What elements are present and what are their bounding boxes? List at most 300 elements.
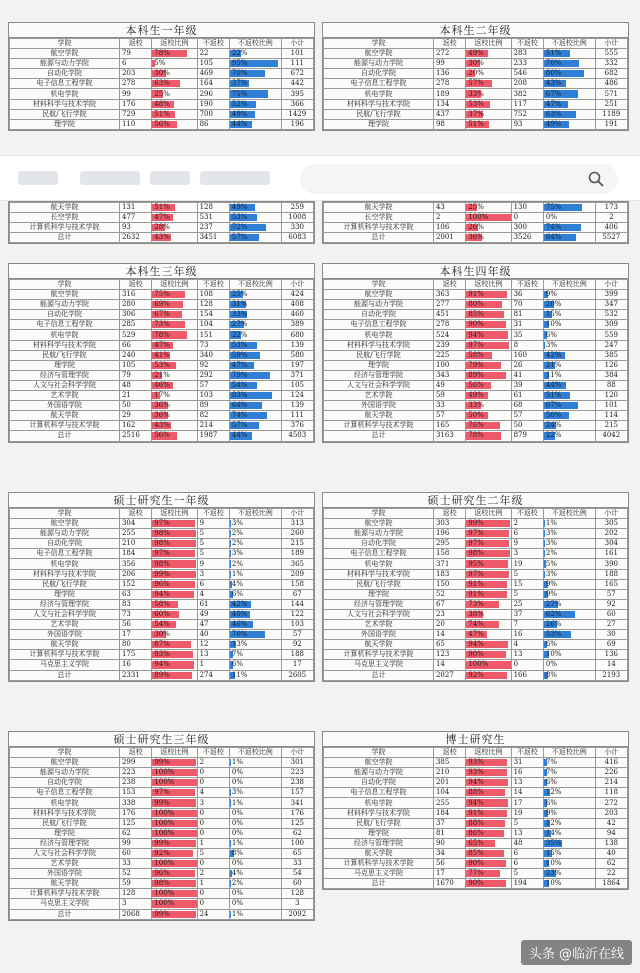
return-ratio-cell: [466, 79, 511, 89]
table-header-row: [324, 280, 628, 290]
blurred-header-overlay: [0, 155, 640, 201]
table-row: [10, 879, 314, 889]
count-cell: 305: [595, 519, 627, 529]
count-cell: 1: [197, 660, 229, 670]
count-cell: 225: [433, 350, 465, 360]
count-cell: 126: [595, 360, 627, 370]
column-header: 返校: [119, 39, 151, 49]
count-cell: 165: [433, 421, 465, 431]
ratio-value: 37%: [231, 79, 248, 88]
ratio-value: 27%: [231, 320, 248, 329]
count-cell: 0: [197, 889, 229, 899]
college-name-cell: 理学院: [10, 589, 120, 599]
table-row: [10, 431, 314, 441]
count-cell: 57: [197, 380, 229, 390]
count-cell: 183: [433, 569, 465, 579]
count-cell: 5527: [595, 233, 627, 243]
count-cell: 341: [281, 798, 313, 808]
ratio-value: 6%: [545, 330, 557, 339]
table-row: [324, 859, 628, 869]
not-return-ratio-cell: [229, 431, 281, 441]
return-ratio-cell: [152, 620, 197, 630]
count-cell: 532: [595, 310, 627, 320]
college-name-cell: 计算机科学与技术学院: [324, 650, 434, 660]
count-cell: 9: [197, 519, 229, 529]
ratio-value: 22%: [231, 330, 248, 339]
table-row: [324, 758, 628, 768]
not-return-ratio-cell: [229, 89, 281, 99]
count-cell: 306: [119, 310, 151, 320]
ratio-value: 98%: [154, 559, 170, 568]
count-cell: 5: [197, 529, 229, 539]
column-header: 返校: [433, 39, 465, 49]
ratio-value: 47%: [231, 360, 248, 369]
ratio-value: 8%: [545, 670, 557, 679]
return-ratio-cell: [152, 589, 197, 599]
ratio-value: 99%: [154, 798, 170, 807]
count-cell: 124: [281, 391, 313, 401]
ratio-value: 67%: [545, 89, 562, 98]
not-return-ratio-cell: [229, 519, 281, 529]
stats-panel: [8, 492, 315, 682]
count-cell: 1: [197, 838, 229, 848]
return-ratio-cell: [152, 99, 197, 109]
college-name-cell: 民航/飞行学院: [324, 350, 434, 360]
count-cell: 0: [197, 828, 229, 838]
count-cell: 154: [197, 310, 229, 320]
count-cell: 131: [119, 203, 151, 213]
count-cell: 0: [197, 778, 229, 788]
data-table: [323, 38, 628, 130]
return-ratio-cell: [152, 640, 197, 650]
not-return-ratio-cell: [229, 768, 281, 778]
not-return-ratio-cell: [229, 233, 281, 243]
ratio-value: 70%: [231, 630, 248, 639]
ratio-value: 49%: [231, 203, 248, 212]
column-header: 返校比例: [152, 280, 197, 290]
count-cell: 680: [281, 330, 313, 340]
count-cell: 92: [595, 599, 627, 609]
table-row: [10, 203, 314, 213]
ratio-value: 21%: [154, 370, 170, 379]
ratio-value: 63%: [545, 109, 562, 118]
return-ratio-cell: [152, 828, 197, 838]
college-name-cell: 理学院: [10, 360, 120, 370]
count-cell: 42: [595, 818, 627, 828]
count-cell: 365: [281, 559, 313, 569]
college-name-cell: 计算机科学与技术学院: [10, 889, 120, 899]
ratio-value: 83%: [231, 391, 248, 400]
count-cell: 272: [433, 49, 465, 59]
count-cell: 80: [119, 640, 151, 650]
ratio-value: 94%: [468, 798, 484, 807]
count-cell: 300: [511, 223, 543, 233]
count-cell: 120: [595, 391, 627, 401]
not-return-ratio-cell: [229, 569, 281, 579]
ratio-value: 1%: [545, 519, 557, 528]
count-cell: 0: [197, 768, 229, 778]
count-cell: 40: [595, 848, 627, 858]
ratio-value: 100%: [154, 808, 175, 817]
not-return-ratio-cell: [229, 290, 281, 300]
column-header: 学院: [10, 39, 120, 49]
college-name-cell: 航天学院: [324, 848, 434, 858]
college-name-cell: 自动化学院: [324, 310, 434, 320]
table-row: [324, 49, 628, 59]
count-cell: 65: [433, 640, 465, 650]
table-row: [324, 620, 628, 630]
table-row: [10, 519, 314, 529]
return-ratio-cell: [152, 609, 197, 619]
return-ratio-cell: [466, 609, 511, 619]
table-row: [10, 758, 314, 768]
table-row: [10, 59, 314, 69]
ratio-value: 100%: [154, 828, 175, 837]
not-return-ratio-cell: [229, 330, 281, 340]
count-cell: 134: [433, 99, 465, 109]
ratio-value: 92%: [154, 848, 170, 857]
college-name-cell: 能源与动力学院: [324, 59, 434, 69]
not-return-ratio-cell: [229, 223, 281, 233]
count-cell: 12: [197, 640, 229, 650]
count-cell: 144: [281, 599, 313, 609]
not-return-ratio-cell: [543, 869, 595, 879]
table-row: [324, 360, 628, 370]
count-cell: 67: [281, 589, 313, 599]
count-cell: 0: [511, 213, 543, 223]
college-name-cell: 材料科学与技术学院: [10, 99, 120, 109]
count-cell: 2: [197, 758, 229, 768]
count-cell: 31: [511, 320, 543, 330]
column-header: 学院: [10, 280, 120, 290]
count-cell: 14: [433, 630, 465, 640]
college-name-cell: 总计: [324, 233, 434, 243]
count-cell: 0: [511, 660, 543, 670]
column-header: 返校: [433, 509, 465, 519]
column-header: 小计: [281, 748, 313, 758]
ratio-value: 89%: [154, 670, 170, 679]
return-ratio-cell: [466, 539, 511, 549]
table-row: [324, 380, 628, 390]
table-row: [10, 818, 314, 828]
count-cell: 3: [511, 549, 543, 559]
count-cell: 36: [511, 290, 543, 300]
table-row: [10, 650, 314, 660]
count-cell: 580: [281, 350, 313, 360]
column-header: 学院: [324, 748, 434, 758]
table-row: [10, 360, 314, 370]
ratio-value: 76%: [468, 421, 484, 430]
count-cell: 37: [511, 609, 543, 619]
college-name-cell: 艺术学院: [10, 391, 120, 401]
count-cell: 111: [281, 411, 313, 421]
not-return-ratio-cell: [543, 519, 595, 529]
ratio-value: 3%: [231, 549, 243, 558]
table-row: [10, 899, 314, 909]
ratio-value: 43%: [545, 79, 562, 88]
ratio-value: 43%: [154, 233, 170, 242]
table-row: [324, 808, 628, 818]
ratio-value: 74%: [545, 223, 562, 232]
table-row: [10, 808, 314, 818]
return-ratio-cell: [466, 421, 511, 431]
return-ratio-cell: [152, 109, 197, 119]
count-cell: 395: [281, 89, 313, 99]
count-cell: 153: [119, 788, 151, 798]
count-cell: 164: [197, 79, 229, 89]
college-name-cell: 理学院: [324, 119, 434, 129]
not-return-ratio-cell: [229, 620, 281, 630]
return-ratio-cell: [152, 869, 197, 879]
blurred-text: [150, 171, 190, 185]
not-return-ratio-cell: [229, 559, 281, 569]
not-return-ratio-cell: [543, 539, 595, 549]
watermark: 头条 @临沂在线: [521, 940, 632, 965]
return-ratio-cell: [152, 559, 197, 569]
count-cell: 40: [197, 630, 229, 640]
count-cell: 313: [281, 519, 313, 529]
count-cell: 259: [281, 203, 313, 213]
not-return-ratio-cell: [543, 340, 595, 350]
table-header-row: [10, 509, 314, 519]
table-row: [10, 380, 314, 390]
ratio-value: 60%: [154, 609, 170, 618]
table-row: [10, 869, 314, 879]
not-return-ratio-cell: [543, 203, 595, 213]
count-cell: 105: [281, 380, 313, 390]
count-cell: 371: [433, 559, 465, 569]
table-row: [324, 589, 628, 599]
ratio-value: 52%: [231, 99, 248, 108]
count-cell: 366: [281, 99, 313, 109]
return-ratio-cell: [466, 360, 511, 370]
return-ratio-cell: [152, 808, 197, 818]
count-cell: 33: [433, 401, 465, 411]
table-row: [10, 49, 314, 59]
return-ratio-cell: [466, 380, 511, 390]
count-cell: 437: [433, 109, 465, 119]
return-ratio-cell: [152, 59, 197, 69]
count-cell: 30: [595, 630, 627, 640]
ratio-value: 88%: [468, 788, 484, 797]
stats-panel: [322, 492, 629, 682]
table-row: [324, 630, 628, 640]
data-table: [323, 202, 628, 243]
count-cell: 5: [197, 848, 229, 858]
not-return-ratio-cell: [229, 370, 281, 380]
count-cell: 60: [281, 879, 313, 889]
count-cell: 752: [511, 109, 543, 119]
count-cell: 176: [281, 808, 313, 818]
ratio-value: 91%: [468, 290, 484, 299]
count-cell: 92: [281, 640, 313, 650]
not-return-ratio-cell: [229, 899, 281, 909]
college-name-cell: 电子信息工程学院: [10, 320, 120, 330]
not-return-ratio-cell: [229, 859, 281, 869]
return-ratio-cell: [152, 660, 197, 670]
college-name-cell: 航天学院: [324, 411, 434, 421]
ratio-value: 91%: [468, 808, 484, 817]
count-cell: 184: [119, 549, 151, 559]
ratio-value: 58%: [468, 350, 484, 359]
ratio-value: 10%: [545, 879, 562, 888]
count-cell: 5: [511, 569, 543, 579]
not-return-ratio-cell: [543, 808, 595, 818]
college-name-cell: 经济与管理学院: [10, 599, 120, 609]
table-row: [324, 828, 628, 838]
count-cell: 9: [511, 539, 543, 549]
ratio-value: 51%: [468, 119, 484, 128]
ratio-value: 25%: [231, 290, 248, 299]
stats-panel: [8, 22, 315, 131]
ratio-value: 70%: [231, 69, 248, 78]
college-name-cell: 能源与动力学院: [324, 529, 434, 539]
return-ratio-cell: [152, 79, 197, 89]
table-row: [324, 401, 628, 411]
college-name-cell: 航空学院: [10, 290, 120, 300]
college-name-cell: 理学院: [324, 589, 434, 599]
table-row: [324, 650, 628, 660]
not-return-ratio-cell: [229, 778, 281, 788]
count-cell: 4042: [595, 431, 627, 441]
column-header: 返校比例: [466, 509, 511, 519]
not-return-ratio-cell: [229, 401, 281, 411]
not-return-ratio-cell: [229, 300, 281, 310]
ratio-value: 64%: [231, 401, 248, 410]
return-ratio-cell: [152, 233, 197, 243]
ratio-value: 79%: [468, 360, 484, 369]
count-cell: 100: [433, 360, 465, 370]
count-cell: 100: [281, 838, 313, 848]
ratio-value: 100%: [154, 889, 175, 898]
count-cell: 442: [281, 79, 313, 89]
count-cell: 173: [595, 203, 627, 213]
table-row: [324, 579, 628, 589]
not-return-ratio-cell: [543, 609, 595, 619]
count-cell: 1: [197, 879, 229, 889]
ratio-value: 97%: [154, 549, 170, 558]
count-cell: 226: [595, 768, 627, 778]
count-cell: 451: [433, 310, 465, 320]
count-cell: 295: [433, 539, 465, 549]
not-return-ratio-cell: [229, 59, 281, 69]
college-name-cell: 材料科学与技术学院: [324, 340, 434, 350]
table-row: [324, 59, 628, 69]
column-header: 小计: [595, 39, 627, 49]
college-name-cell: 民航/飞行学院: [10, 579, 120, 589]
not-return-ratio-cell: [543, 119, 595, 129]
not-return-ratio-cell: [229, 310, 281, 320]
return-ratio-cell: [152, 529, 197, 539]
return-ratio-cell: [152, 49, 197, 59]
count-cell: 6083: [281, 233, 313, 243]
college-name-cell: 自动化学院: [10, 778, 120, 788]
count-cell: 103: [281, 620, 313, 630]
ratio-value: 14%: [545, 828, 562, 837]
return-ratio-cell: [152, 788, 197, 798]
count-cell: 8: [511, 340, 543, 350]
count-cell: 285: [119, 320, 151, 330]
college-name-cell: 理学院: [10, 828, 120, 838]
not-return-ratio-bar: [230, 840, 231, 847]
count-cell: 278: [433, 79, 465, 89]
table-row: [324, 370, 628, 380]
count-cell: 194: [511, 879, 543, 889]
count-cell: 347: [595, 300, 627, 310]
return-ratio-cell: [152, 380, 197, 390]
search-icon[interactable]: [588, 171, 604, 187]
count-cell: 424: [281, 290, 313, 300]
column-header: 不返校: [511, 39, 543, 49]
count-cell: 125: [119, 818, 151, 828]
table-row: [324, 788, 628, 798]
column-header: 不返校比例: [229, 39, 281, 49]
count-cell: 546: [511, 69, 543, 79]
count-cell: 356: [119, 559, 151, 569]
count-cell: 23: [433, 609, 465, 619]
college-name-cell: 电子信息工程学院: [10, 788, 120, 798]
count-cell: 176: [119, 808, 151, 818]
ratio-value: 3%: [545, 539, 557, 548]
ratio-value: 33%: [468, 401, 484, 410]
count-cell: 6: [511, 859, 543, 869]
count-cell: 14: [511, 788, 543, 798]
count-cell: 299: [119, 758, 151, 768]
table-row: [10, 559, 314, 569]
table-row: [10, 310, 314, 320]
ratio-value: 58%: [154, 599, 170, 608]
column-header: 学院: [10, 748, 120, 758]
not-return-ratio-cell: [229, 411, 281, 421]
ratio-value: 93%: [468, 758, 484, 767]
column-header: 不返校: [197, 509, 229, 519]
search-bar[interactable]: [300, 164, 618, 194]
column-header: 返校: [119, 509, 151, 519]
table-row: [10, 549, 314, 559]
college-name-cell: 自动化学院: [10, 539, 120, 549]
college-name-cell: 电子信息工程学院: [324, 788, 434, 798]
column-header: 不返校比例: [543, 509, 595, 519]
ratio-value: 1%: [231, 909, 243, 918]
not-return-ratio-cell: [543, 300, 595, 310]
return-ratio-cell: [466, 49, 511, 59]
not-return-ratio-cell: [229, 630, 281, 640]
ratio-value: 97%: [468, 569, 484, 578]
not-return-ratio-cell: [543, 549, 595, 559]
ratio-value: 10%: [545, 320, 562, 329]
count-cell: 110: [119, 119, 151, 129]
count-cell: 385: [433, 758, 465, 768]
college-name-cell: 总计: [324, 431, 434, 441]
return-ratio-cell: [466, 223, 511, 233]
table-row: [10, 579, 314, 589]
ratio-value: 53%: [154, 360, 170, 369]
return-ratio-cell: [466, 69, 511, 79]
not-return-ratio-cell: [543, 529, 595, 539]
table-row: [324, 559, 628, 569]
count-cell: 384: [595, 370, 627, 380]
college-name-cell: 艺术学院: [10, 620, 120, 630]
count-cell: 0: [197, 808, 229, 818]
return-ratio-cell: [466, 310, 511, 320]
not-return-ratio-cell: [543, 109, 595, 119]
ratio-value: 99%: [468, 519, 484, 528]
count-cell: 94: [595, 828, 627, 838]
not-return-ratio-cell: [229, 589, 281, 599]
table-row: [10, 788, 314, 798]
count-cell: 128: [197, 300, 229, 310]
count-cell: 56: [433, 859, 465, 869]
